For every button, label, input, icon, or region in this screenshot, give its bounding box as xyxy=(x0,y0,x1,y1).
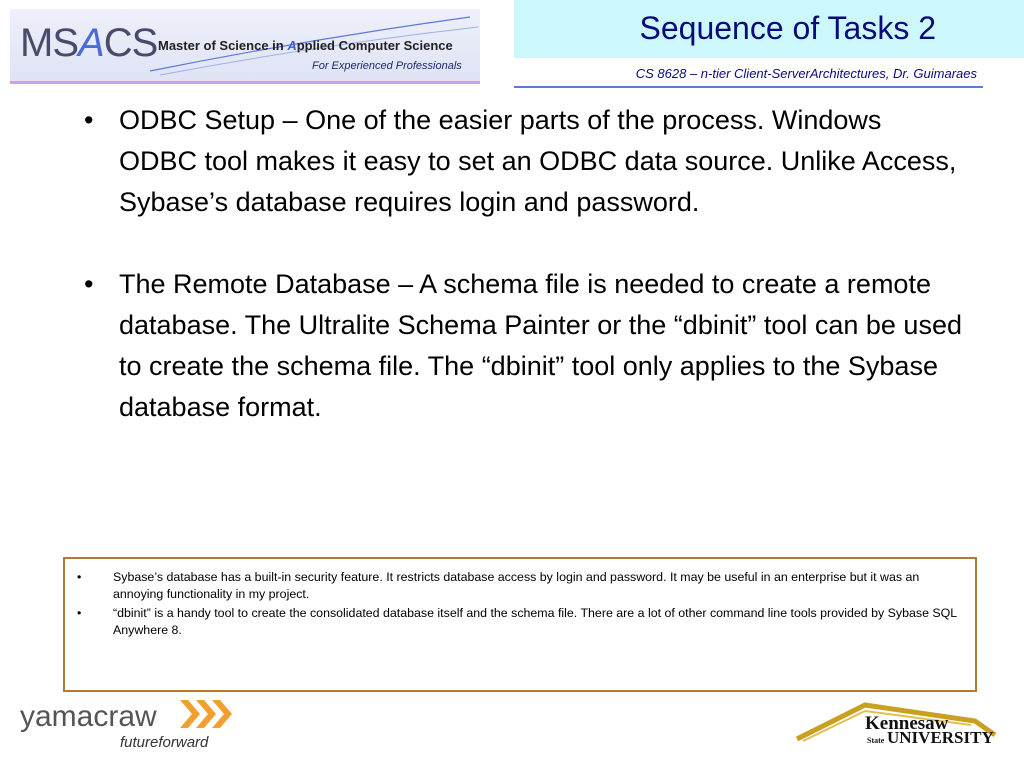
list-item xyxy=(84,264,964,428)
header-divider xyxy=(514,86,983,88)
bullet-text: The Remote Database – A schema file is needed to create a remote database. The Ultralite Schema Painter or the “dbinit” tool can be used to create the schema file. The “dbinit” tool only applies to the Sybase database format. xyxy=(119,269,962,422)
logo-abbreviation: MSACS xyxy=(20,21,158,65)
slide-bullet-list xyxy=(84,100,964,469)
bullet-icon: • xyxy=(77,570,82,584)
msacs-logo xyxy=(10,9,480,84)
bullet-icon: • xyxy=(84,105,94,135)
list-item xyxy=(75,605,960,639)
logo-tagline: For Experienced Professionals xyxy=(312,60,462,72)
ksu-logo xyxy=(795,695,1005,755)
yamacraw-name: yamacraw xyxy=(20,700,157,733)
course-subtitle: CS 8628 – n-tier Client-ServerArchitectures, Dr. Guimaraes xyxy=(635,66,977,81)
ksu-university: UNIVERSITY xyxy=(887,728,994,747)
notes-list xyxy=(75,569,960,641)
logo-program-name: Master of Science in Applied Computer Science xyxy=(158,38,453,53)
yamacraw-logo xyxy=(20,696,230,756)
yamacraw-tagline: futureforward xyxy=(120,734,209,751)
ksu-kennesaw: Kennesaw xyxy=(865,713,949,734)
bullet-text: ODBC Setup – One of the easier parts of the process. Windows ODBC tool makes it easy to set an ODBC data source. Unlike Access, Sybase’s database requires login and password. xyxy=(119,105,957,217)
bullet-icon: • xyxy=(77,606,82,620)
note-text: Sybase’s database has a built-in security feature. It restricts database access by login and password. It may be useful in an enterprise but it was an annoying functionality in my project. xyxy=(113,570,920,601)
ksu-state: State xyxy=(867,736,885,745)
note-text: “dbinit” is a handy tool to create the consolidated database itself and the schema file. There are a lot of other command line tools provided by Sybase SQL Anywhere 8. xyxy=(113,606,957,637)
bullet-icon: • xyxy=(84,269,94,299)
notes-box xyxy=(63,557,977,692)
chevron-arrows-icon xyxy=(178,696,238,732)
list-item xyxy=(75,569,960,603)
list-item xyxy=(84,100,964,223)
title-banner xyxy=(514,0,1024,58)
slide-title: Sequence of Tasks 2 xyxy=(639,10,936,46)
